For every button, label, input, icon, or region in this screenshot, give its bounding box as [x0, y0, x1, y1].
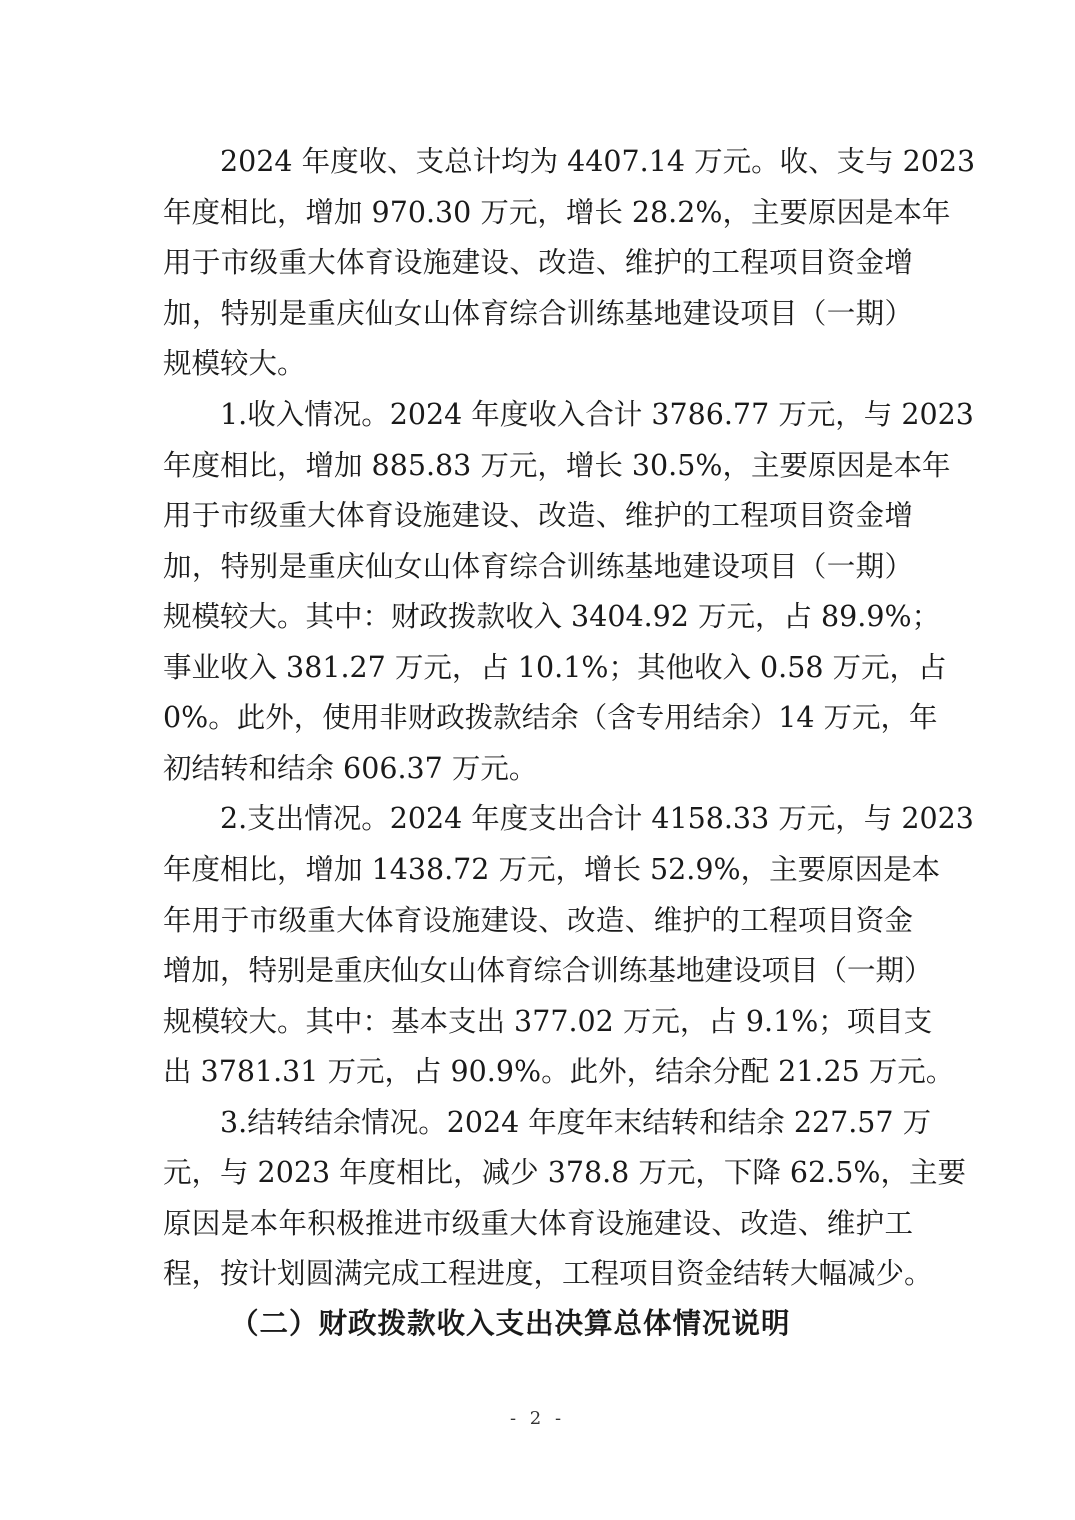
section-heading: （二）财政拨款收入支出决算总体情况说明	[230, 1306, 791, 1340]
text-line: 元，与 2023 年度相比，减少 378.8 万元，下降 62.5%，主要	[163, 1156, 966, 1189]
text-line: 规模较大。其中：基本支出 377.02 万元，占 9.1%；项目支	[163, 1005, 933, 1038]
page-number: - 2 -	[509, 1408, 566, 1429]
text-line: 规模较大。其中：财政拨款收入 3404.92 万元，占 89.9%；	[163, 600, 941, 633]
text-line: 出 3781.31 万元，占 90.9%。此外，结余分配 21.25 万元。	[163, 1055, 955, 1088]
text-line: 加，特别是重庆仙女山体育综合训练基地建设项目（一期）	[163, 550, 913, 583]
text-line: 年度相比，增加 885.83 万元，增长 30.5%，主要原因是本年	[163, 449, 951, 482]
text-line: 用于市级重大体育设施建设、改造、维护的工程项目资金增	[163, 499, 913, 532]
text-line: 年用于市级重大体育设施建设、改造、维护的工程项目资金	[163, 904, 913, 937]
text-line: 用于市级重大体育设施建设、改造、维护的工程项目资金增	[163, 246, 913, 279]
text-line: 事业收入 381.27 万元，占 10.1%；其他收入 0.58 万元，占	[163, 651, 947, 684]
text-line: 年度相比，增加 1438.72 万元，增长 52.9%，主要原因是本	[163, 853, 941, 886]
text-line: 规模较大。	[163, 347, 306, 380]
text-line: 3.结转结余情况。2024 年度年末结转和结余 227.57 万	[220, 1106, 932, 1139]
text-line: 加，特别是重庆仙女山体育综合训练基地建设项目（一期）	[163, 297, 913, 330]
text-line: 程，按计划圆满完成工程进度，工程项目资金结转大幅减少。	[163, 1257, 933, 1290]
text-line: 年度相比，增加 970.30 万元，增长 28.2%，主要原因是本年	[163, 196, 951, 229]
text-line: 2.支出情况。2024 年度支出合计 4158.33 万元，与 2023	[220, 802, 974, 835]
text-line: 0%。此外，使用非财政拨款结余（含专用结余）14 万元，年	[163, 701, 938, 734]
text-line: 原因是本年积极推进市级重大体育设施建设、改造、维护工	[163, 1207, 913, 1240]
text-line: 增加，特别是重庆仙女山体育综合训练基地建设项目（一期）	[163, 954, 933, 987]
text-line: 2024 年度收、支总计均为 4407.14 万元。收、支与 2023	[220, 145, 976, 178]
text-line: 初结转和结余 606.37 万元。	[163, 752, 538, 785]
text-line: 1.收入情况。2024 年度收入合计 3786.77 万元，与 2023	[220, 398, 974, 431]
